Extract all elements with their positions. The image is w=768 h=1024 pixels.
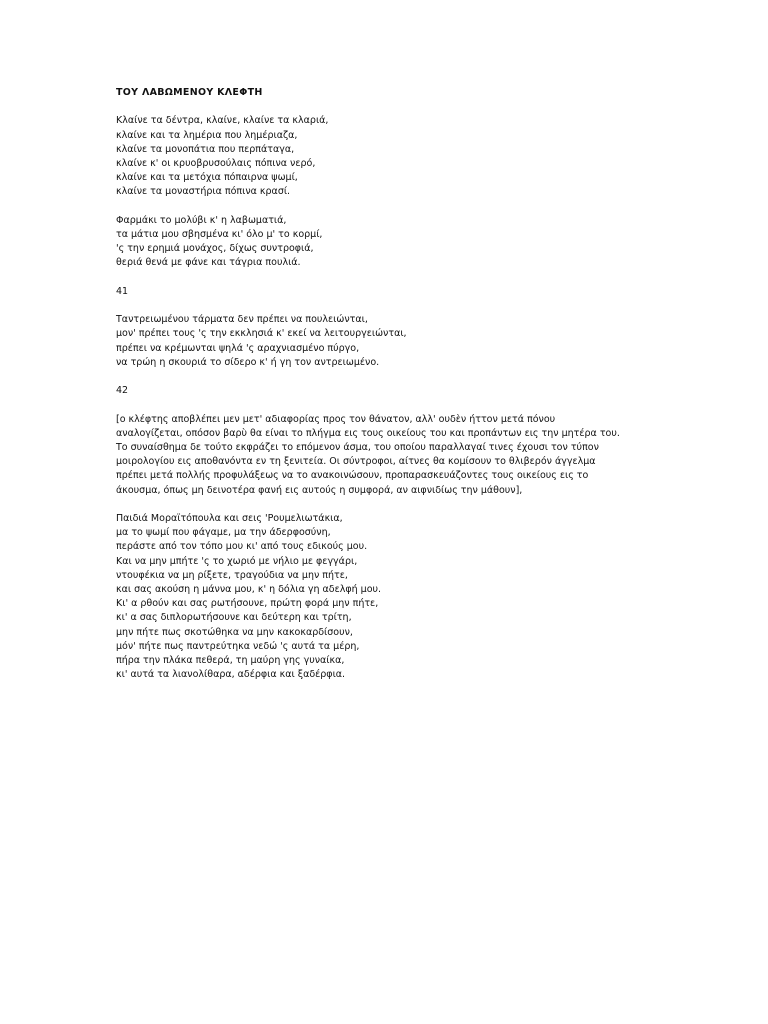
prose-line: Το συναίσθημα δε τούτο εκφράζει το επόμενον άσμα, του οποίου παραλλαγαί τινες έχουσι τον τύπον	[116, 441, 599, 453]
poem-title: ΤΟΥ ΛΑΒΩΜΕΝΟΥ ΚΛΕΦΤΗ	[116, 87, 263, 98]
poem-line: Κλαίνε τα δέντρα, κλαίνε, κλαίνε τα κλαριά,	[116, 115, 329, 127]
poem-line: ντουφέκια να μη ρίξετε, τραγούδια να μην πήτε,	[116, 569, 348, 581]
prose-line: άκουσμα, όπως μη δεινοτέρα φανή εις αυτούς η συμφορά, αν αιφνιδίως την μάθουν],	[116, 484, 523, 496]
prose-line: μοιρολογίου εις αποθανόντα εν τη ξενιτεία. Οι σύντροφοι, αίτνες θα κομίσουν το θλιβερόν άγγελμα	[116, 456, 596, 468]
stanza-1	[116, 114, 636, 199]
poem-line: να τρώη η σκουριά το σίδερο κ' ή γη τον αντρειωμένο.	[116, 356, 380, 368]
poem-line: Φαρμάκι το μολύβι κ' η λαβωματιά,	[116, 214, 287, 226]
poem-line: τα μάτια μου σβησμένα κι' όλο μ' το κορμί,	[116, 229, 323, 240]
poem-line: 'ς την ερημιά μονάχος, δίχως συντροφιά,	[116, 243, 314, 255]
poem-line: κλαίνε τα μοναστήρια πόπινα κρασί.	[116, 186, 291, 198]
poem-line: κλαίνε και τα λημέρια που λημέριαζα,	[116, 129, 298, 141]
poem-line: θεριά θενά με φάνε και τάγρια πουλιά.	[116, 257, 301, 269]
poem-line: μα το ψωμί που φάγαμε, μα την άδερφοσύνη,	[116, 527, 331, 539]
prose-line: [ο κλέφτης αποβλέπει μεν μετ' αδιαφορίας προς τον θάνατον, αλλ' ουδὲν ήττον μετά πόνου	[116, 413, 556, 425]
poem-line: μην πήτε πως σκοτώθηκα να μην κακοκαρδίσουν,	[116, 626, 353, 638]
poem-line: περάστε από τον τόπο μου κι' από τους εδικούς μου.	[116, 541, 368, 553]
poem-line: κλαίνε τα μονοπάτια που περπάταγα,	[116, 143, 295, 155]
section-number-42: 42	[116, 385, 129, 397]
poem-line: Ταντρειωμένου τάρματα δεν πρέπει να πουλειώνται,	[116, 314, 368, 326]
poem-line: Κι' α ρθούν και σας ρωτήσουνε, πρώτη φορά μην πήτε,	[116, 598, 379, 610]
document-page	[116, 86, 636, 697]
poem-line: Και να μην μπήτε 'ς το χωριό με νήλιο με φεγγάρι,	[116, 555, 358, 567]
poem-line: κι' α σας διπλορωτήσουνε και δεύτερη και τρίτη,	[116, 612, 352, 624]
poem-line: πήρα την πλάκα πεθερά, τη μαύρη γης γυναίκα,	[116, 655, 345, 667]
poem-line: μον' πρέπει τους 'ς την εκκλησιά κ' εκεί να λειτουργειώνται,	[116, 328, 407, 340]
poem-line: κι' αυτά τα λιανολίθαρα, αδέρφια και ξαδέρφια.	[116, 669, 346, 681]
prose-line: αναλογίζεται, οπόσον βαρὺ θα είναι το πλήγμα εις τους οικείους του και προπάντων εις την μητέρα του.	[116, 427, 620, 439]
poem-line: κλαίνε κ' οι κρυοβρυσούλαις πόπινα νερό,	[116, 158, 316, 169]
poem-line: Παιδιά Μοραϊτόπουλα και σεις 'Ρουμελιωτάκια,	[116, 512, 343, 524]
stanza-2	[116, 214, 636, 271]
stanza-3	[116, 313, 636, 370]
section-number-41: 41	[116, 285, 129, 297]
poem-line: και σας ακούση η μάννα μου, κ' η δόλια γη αδελφή μου.	[116, 584, 382, 595]
stanza-4	[116, 512, 636, 682]
poem-line: μόν' πήτε πως παντρεύτηκα νεδώ 'ς αυτά τα μέρη,	[116, 640, 360, 652]
poem-line: πρέπει να κρέμωνται ψηλά 'ς αραχνιασμένο πύργο,	[116, 342, 360, 354]
prose-line: πρέπει μετά πολλής προφυλάξεως να το ανακοινώσουν, προπαρασκευάζοντες τους οικείους εις το	[116, 470, 589, 482]
poem-line: κλαίνε και τα μετόχια πόπαιρνα ψωμί,	[116, 172, 298, 184]
prose-commentary	[116, 413, 636, 498]
